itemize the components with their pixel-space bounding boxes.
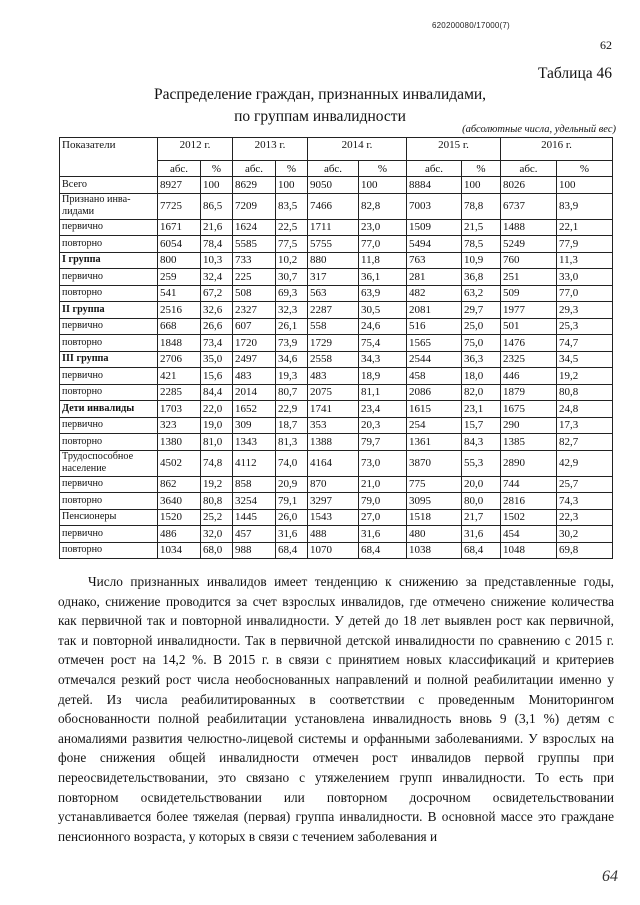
- abs-value-cell: 486: [158, 526, 201, 543]
- abs-value-cell: 225: [233, 269, 276, 286]
- row-label: II группа: [60, 302, 158, 319]
- pct-value-cell: 25,0: [462, 318, 501, 335]
- pct-value-cell: 11,3: [557, 252, 613, 269]
- abs-value-cell: 858: [233, 476, 276, 493]
- pct-value-cell: 67,2: [201, 285, 233, 302]
- pct-value-cell: 74,8: [201, 450, 233, 476]
- abs-value-cell: 733: [233, 252, 276, 269]
- table-title: [0, 84, 640, 128]
- abs-header: абс.: [233, 161, 276, 177]
- abs-value-cell: 1048: [501, 542, 557, 559]
- year-header: 2015 г.: [407, 138, 501, 161]
- abs-value-cell: 483: [308, 368, 359, 385]
- row-label: III группа: [60, 351, 158, 368]
- pct-value-cell: 26,6: [201, 318, 233, 335]
- table-row: [60, 335, 613, 352]
- table-row: [60, 526, 613, 543]
- pct-value-cell: 100: [201, 177, 233, 194]
- abs-value-cell: 457: [233, 526, 276, 543]
- abs-value-cell: 2081: [407, 302, 462, 319]
- pct-value-cell: 22,0: [201, 401, 233, 418]
- abs-value-cell: 7003: [407, 193, 462, 219]
- pct-value-cell: 30,7: [276, 269, 308, 286]
- abs-value-cell: 800: [158, 252, 201, 269]
- pct-value-cell: 21,0: [359, 476, 407, 493]
- row-label: повторно: [60, 493, 158, 510]
- abs-value-cell: 1070: [308, 542, 359, 559]
- table-row: [60, 509, 613, 526]
- row-label: повторно: [60, 384, 158, 401]
- pct-value-cell: 31,6: [276, 526, 308, 543]
- table-row: [60, 285, 613, 302]
- table-body: [60, 177, 613, 559]
- abs-header: абс.: [501, 161, 557, 177]
- pct-value-cell: 22,3: [557, 509, 613, 526]
- abs-value-cell: 1741: [308, 401, 359, 418]
- pct-value-cell: 29,3: [557, 302, 613, 319]
- pct-value-cell: 81,3: [276, 434, 308, 451]
- row-label: повторно: [60, 335, 158, 352]
- abs-value-cell: 353: [308, 417, 359, 434]
- row-label: повторно: [60, 542, 158, 559]
- table-row: [60, 542, 613, 559]
- abs-value-cell: 480: [407, 526, 462, 543]
- pct-value-cell: 75,4: [359, 335, 407, 352]
- abs-value-cell: 2327: [233, 302, 276, 319]
- pct-value-cell: 55,3: [462, 450, 501, 476]
- pct-value-cell: 78,8: [462, 193, 501, 219]
- abs-value-cell: 1624: [233, 219, 276, 236]
- pct-value-cell: 25,7: [557, 476, 613, 493]
- pct-value-cell: 82,8: [359, 193, 407, 219]
- abs-value-cell: 2075: [308, 384, 359, 401]
- abs-value-cell: 1380: [158, 434, 201, 451]
- pct-value-cell: 19,0: [201, 417, 233, 434]
- table-label: Таблица 46: [537, 65, 612, 82]
- pct-header: %: [359, 161, 407, 177]
- pct-header: %: [276, 161, 308, 177]
- abs-value-cell: 8026: [501, 177, 557, 194]
- abs-value-cell: 2285: [158, 384, 201, 401]
- document-code: 620200080/17000(7): [432, 21, 510, 30]
- pct-value-cell: 10,9: [462, 252, 501, 269]
- pct-value-cell: 21,7: [462, 509, 501, 526]
- pct-value-cell: 30,5: [359, 302, 407, 319]
- row-label: Трудоспособное население: [60, 450, 158, 476]
- table-row: [60, 450, 613, 476]
- table-row: [60, 252, 613, 269]
- abs-value-cell: 1711: [308, 219, 359, 236]
- table-title-line-2: по группам инвалидности: [234, 108, 406, 125]
- pct-value-cell: 24,8: [557, 401, 613, 418]
- abs-value-cell: 2086: [407, 384, 462, 401]
- abs-header: абс.: [407, 161, 462, 177]
- pct-value-cell: 33,0: [557, 269, 613, 286]
- year-header: 2016 г.: [501, 138, 613, 161]
- row-label: Дети инвалиды: [60, 401, 158, 418]
- abs-value-cell: 458: [407, 368, 462, 385]
- abs-value-cell: 2544: [407, 351, 462, 368]
- abs-value-cell: 317: [308, 269, 359, 286]
- abs-value-cell: 421: [158, 368, 201, 385]
- abs-value-cell: 483: [233, 368, 276, 385]
- pct-value-cell: 36,1: [359, 269, 407, 286]
- pct-value-cell: 15,6: [201, 368, 233, 385]
- abs-value-cell: 8927: [158, 177, 201, 194]
- table-row: [60, 219, 613, 236]
- table-row: [60, 177, 613, 194]
- pct-value-cell: 24,6: [359, 318, 407, 335]
- abs-value-cell: 1038: [407, 542, 462, 559]
- abs-value-cell: 454: [501, 526, 557, 543]
- pct-value-cell: 27,0: [359, 509, 407, 526]
- pct-value-cell: 10,2: [276, 252, 308, 269]
- table-row: [60, 318, 613, 335]
- abs-value-cell: 1034: [158, 542, 201, 559]
- abs-value-cell: 4112: [233, 450, 276, 476]
- pct-value-cell: 74,0: [276, 450, 308, 476]
- table-row: [60, 269, 613, 286]
- abs-value-cell: 3870: [407, 450, 462, 476]
- pct-value-cell: 20,3: [359, 417, 407, 434]
- pct-value-cell: 32,4: [201, 269, 233, 286]
- abs-value-cell: 775: [407, 476, 462, 493]
- abs-value-cell: 1671: [158, 219, 201, 236]
- pct-value-cell: 81,1: [359, 384, 407, 401]
- pct-value-cell: 34,5: [557, 351, 613, 368]
- table-row: [60, 302, 613, 319]
- pct-value-cell: 34,3: [359, 351, 407, 368]
- pct-value-cell: 26,1: [276, 318, 308, 335]
- pct-value-cell: 84,3: [462, 434, 501, 451]
- abs-value-cell: 2325: [501, 351, 557, 368]
- abs-value-cell: 5494: [407, 236, 462, 253]
- abs-value-cell: 1543: [308, 509, 359, 526]
- pct-value-cell: 36,8: [462, 269, 501, 286]
- pct-value-cell: 100: [359, 177, 407, 194]
- pct-value-cell: 68,4: [462, 542, 501, 559]
- abs-value-cell: 9050: [308, 177, 359, 194]
- pct-value-cell: 63,9: [359, 285, 407, 302]
- pct-value-cell: 73,9: [276, 335, 308, 352]
- pct-value-cell: 35,0: [201, 351, 233, 368]
- abs-value-cell: 516: [407, 318, 462, 335]
- abs-value-cell: 1675: [501, 401, 557, 418]
- abs-value-cell: 668: [158, 318, 201, 335]
- pct-value-cell: 11,8: [359, 252, 407, 269]
- abs-value-cell: 1385: [501, 434, 557, 451]
- pct-value-cell: 69,8: [557, 542, 613, 559]
- row-label: первично: [60, 318, 158, 335]
- abs-value-cell: 541: [158, 285, 201, 302]
- abs-value-cell: 8884: [407, 177, 462, 194]
- abs-header: абс.: [308, 161, 359, 177]
- pct-value-cell: 36,3: [462, 351, 501, 368]
- pct-value-cell: 79,0: [359, 493, 407, 510]
- abs-value-cell: 1343: [233, 434, 276, 451]
- row-label: Признано инва-лидами: [60, 193, 158, 219]
- units-note: (абсолютные числа, удельный вес): [462, 124, 616, 135]
- row-label: первично: [60, 368, 158, 385]
- abs-value-cell: 1615: [407, 401, 462, 418]
- pct-value-cell: 100: [462, 177, 501, 194]
- abs-value-cell: 309: [233, 417, 276, 434]
- table-row: [60, 193, 613, 219]
- abs-value-cell: 323: [158, 417, 201, 434]
- abs-value-cell: 259: [158, 269, 201, 286]
- abs-value-cell: 1361: [407, 434, 462, 451]
- pct-value-cell: 18,0: [462, 368, 501, 385]
- pct-header: %: [557, 161, 613, 177]
- pct-value-cell: 23,4: [359, 401, 407, 418]
- abs-value-cell: 4502: [158, 450, 201, 476]
- abs-header: абс.: [158, 161, 201, 177]
- pct-value-cell: 80,0: [462, 493, 501, 510]
- abs-value-cell: 2516: [158, 302, 201, 319]
- abs-value-cell: 2287: [308, 302, 359, 319]
- pct-value-cell: 22,5: [276, 219, 308, 236]
- abs-value-cell: 3297: [308, 493, 359, 510]
- pct-header: %: [462, 161, 501, 177]
- abs-value-cell: 254: [407, 417, 462, 434]
- abs-value-cell: 501: [501, 318, 557, 335]
- abs-value-cell: 7725: [158, 193, 201, 219]
- abs-value-cell: 760: [501, 252, 557, 269]
- abs-value-cell: 1388: [308, 434, 359, 451]
- pct-value-cell: 78,5: [462, 236, 501, 253]
- pct-value-cell: 42,9: [557, 450, 613, 476]
- pct-value-cell: 73,0: [359, 450, 407, 476]
- pct-value-cell: 77,0: [359, 236, 407, 253]
- pct-value-cell: 80,7: [276, 384, 308, 401]
- pct-value-cell: 83,5: [276, 193, 308, 219]
- abs-value-cell: 488: [308, 526, 359, 543]
- pct-value-cell: 68,4: [276, 542, 308, 559]
- pct-value-cell: 23,1: [462, 401, 501, 418]
- pct-value-cell: 79,7: [359, 434, 407, 451]
- abs-value-cell: 7466: [308, 193, 359, 219]
- pct-value-cell: 100: [276, 177, 308, 194]
- abs-value-cell: 7209: [233, 193, 276, 219]
- pct-value-cell: 78,4: [201, 236, 233, 253]
- abs-value-cell: 482: [407, 285, 462, 302]
- pct-value-cell: 34,6: [276, 351, 308, 368]
- page-number: 62: [600, 38, 612, 52]
- pct-value-cell: 86,5: [201, 193, 233, 219]
- abs-value-cell: 4164: [308, 450, 359, 476]
- row-label: первично: [60, 526, 158, 543]
- disability-groups-table: [59, 137, 613, 559]
- abs-value-cell: 6054: [158, 236, 201, 253]
- abs-value-cell: 2706: [158, 351, 201, 368]
- pct-value-cell: 23,0: [359, 219, 407, 236]
- pct-value-cell: 32,3: [276, 302, 308, 319]
- pct-value-cell: 29,7: [462, 302, 501, 319]
- abs-value-cell: 1977: [501, 302, 557, 319]
- table-row: [60, 401, 613, 418]
- pct-value-cell: 69,3: [276, 285, 308, 302]
- row-label: Пенсионеры: [60, 509, 158, 526]
- pct-value-cell: 22,1: [557, 219, 613, 236]
- row-label: первично: [60, 476, 158, 493]
- abs-value-cell: 607: [233, 318, 276, 335]
- abs-value-cell: 1879: [501, 384, 557, 401]
- abs-value-cell: 870: [308, 476, 359, 493]
- abs-value-cell: 1848: [158, 335, 201, 352]
- pct-value-cell: 77,9: [557, 236, 613, 253]
- pct-value-cell: 20,9: [276, 476, 308, 493]
- pct-value-cell: 68,0: [201, 542, 233, 559]
- table-row: [60, 417, 613, 434]
- abs-value-cell: 6737: [501, 193, 557, 219]
- pct-value-cell: 18,7: [276, 417, 308, 434]
- abs-value-cell: 5585: [233, 236, 276, 253]
- abs-value-cell: 1565: [407, 335, 462, 352]
- year-header-row: [60, 138, 613, 161]
- indicator-header: Показатели: [60, 138, 158, 177]
- abs-value-cell: 2014: [233, 384, 276, 401]
- pct-value-cell: 100: [557, 177, 613, 194]
- handwritten-page-mark: 64: [602, 868, 618, 885]
- pct-value-cell: 19,3: [276, 368, 308, 385]
- abs-value-cell: 5755: [308, 236, 359, 253]
- pct-value-cell: 63,2: [462, 285, 501, 302]
- pct-value-cell: 26,0: [276, 509, 308, 526]
- abs-value-cell: 2497: [233, 351, 276, 368]
- pct-value-cell: 74,7: [557, 335, 613, 352]
- abs-value-cell: 1518: [407, 509, 462, 526]
- year-header: 2014 г.: [308, 138, 407, 161]
- abs-value-cell: 880: [308, 252, 359, 269]
- abs-value-cell: 3640: [158, 493, 201, 510]
- table-row: [60, 493, 613, 510]
- table-title-line-1: Распределение граждан, признанных инвалидами,: [153, 86, 487, 103]
- abs-value-cell: 1509: [407, 219, 462, 236]
- row-label: I группа: [60, 252, 158, 269]
- row-label: первично: [60, 417, 158, 434]
- table-row: [60, 368, 613, 385]
- abs-value-cell: 1476: [501, 335, 557, 352]
- pct-value-cell: 19,2: [201, 476, 233, 493]
- row-label: первично: [60, 219, 158, 236]
- abs-value-cell: 3095: [407, 493, 462, 510]
- abs-value-cell: 509: [501, 285, 557, 302]
- pct-value-cell: 31,6: [462, 526, 501, 543]
- pct-value-cell: 22,9: [276, 401, 308, 418]
- pct-value-cell: 80,8: [201, 493, 233, 510]
- body-paragraph: Число признанных инвалидов имеет тенденцию к снижению за представленные годы, однако, снижение проводится за счет взрослых инвалидов, где отмечено снижение количества как первичной так и повторной инвалидности. У детей до 18 лет выявлен рост как первичной, так и повторной инвалидности. Так в первичной детской инвалидности по сравнению с 2015 г. отмечен рост на 14,2 %. В 2015 г. в связи с принятием новых классификаций и критериев отмечался резкий рост числа необоснованных направлений и полной реабилитации именно у детей. Из числа реабилитированных в соответствии с проведенным Мониторингом обоснованности полной реабилитации установлена инвалидность вновь 9 (3,1 %) детям с аномалиями развития челюстно-лицевой системы и орфанными заболеваниями. У взрослых на фоне снижения общей инвалидности отмечен рост инвалидов первой группы при переосвидетельствовании, это связано с утяжелением групп инвалидности. То есть при повторном освидетельствовании или повторном досрочном освидетельствовании устанавливается более тяжелая (первая) группа инвалидности. В основной массе это граждане пенсионного возраста, у которых в связи с течением заболевания и: [58, 574, 614, 844]
- abs-value-cell: 862: [158, 476, 201, 493]
- pct-value-cell: 21,6: [201, 219, 233, 236]
- pct-value-cell: 77,0: [557, 285, 613, 302]
- pct-value-cell: 84,4: [201, 384, 233, 401]
- pct-value-cell: 82,7: [557, 434, 613, 451]
- abs-value-cell: 1488: [501, 219, 557, 236]
- table-row: [60, 351, 613, 368]
- year-header: 2013 г.: [233, 138, 308, 161]
- pct-value-cell: 18,9: [359, 368, 407, 385]
- abs-value-cell: 1720: [233, 335, 276, 352]
- pct-header: %: [201, 161, 233, 177]
- pct-value-cell: 15,7: [462, 417, 501, 434]
- table-row: [60, 434, 613, 451]
- abs-value-cell: 1502: [501, 509, 557, 526]
- pct-value-cell: 80,8: [557, 384, 613, 401]
- abs-value-cell: 508: [233, 285, 276, 302]
- pct-value-cell: 81,0: [201, 434, 233, 451]
- abs-value-cell: 744: [501, 476, 557, 493]
- pct-value-cell: 68,4: [359, 542, 407, 559]
- abs-value-cell: 2558: [308, 351, 359, 368]
- abs-value-cell: 446: [501, 368, 557, 385]
- abs-value-cell: 763: [407, 252, 462, 269]
- abs-value-cell: 1703: [158, 401, 201, 418]
- pct-value-cell: 25,2: [201, 509, 233, 526]
- pct-value-cell: 32,6: [201, 302, 233, 319]
- abs-value-cell: 1652: [233, 401, 276, 418]
- abs-value-cell: 1729: [308, 335, 359, 352]
- pct-value-cell: 82,0: [462, 384, 501, 401]
- abs-value-cell: 281: [407, 269, 462, 286]
- abs-value-cell: 558: [308, 318, 359, 335]
- pct-value-cell: 25,3: [557, 318, 613, 335]
- table-row: [60, 476, 613, 493]
- row-label: первично: [60, 269, 158, 286]
- abs-value-cell: 988: [233, 542, 276, 559]
- pct-value-cell: 73,4: [201, 335, 233, 352]
- abs-value-cell: 5249: [501, 236, 557, 253]
- abs-value-cell: 3254: [233, 493, 276, 510]
- abs-value-cell: 563: [308, 285, 359, 302]
- pct-value-cell: 74,3: [557, 493, 613, 510]
- pct-value-cell: 10,3: [201, 252, 233, 269]
- row-label: Всего: [60, 177, 158, 194]
- pct-value-cell: 21,5: [462, 219, 501, 236]
- row-label: повторно: [60, 236, 158, 253]
- abs-value-cell: 251: [501, 269, 557, 286]
- pct-value-cell: 30,2: [557, 526, 613, 543]
- table-row: [60, 236, 613, 253]
- pct-value-cell: 17,3: [557, 417, 613, 434]
- pct-value-cell: 31,6: [359, 526, 407, 543]
- abs-value-cell: 2816: [501, 493, 557, 510]
- pct-value-cell: 83,9: [557, 193, 613, 219]
- abs-value-cell: 8629: [233, 177, 276, 194]
- abs-value-cell: 1445: [233, 509, 276, 526]
- pct-value-cell: 19,2: [557, 368, 613, 385]
- pct-value-cell: 75,0: [462, 335, 501, 352]
- pct-value-cell: 79,1: [276, 493, 308, 510]
- pct-value-cell: 77,5: [276, 236, 308, 253]
- pct-value-cell: 32,0: [201, 526, 233, 543]
- abs-value-cell: 290: [501, 417, 557, 434]
- row-label: повторно: [60, 285, 158, 302]
- pct-value-cell: 20,0: [462, 476, 501, 493]
- table-row: [60, 384, 613, 401]
- abs-value-cell: 2890: [501, 450, 557, 476]
- row-label: повторно: [60, 434, 158, 451]
- year-header: 2012 г.: [158, 138, 233, 161]
- abs-value-cell: 1520: [158, 509, 201, 526]
